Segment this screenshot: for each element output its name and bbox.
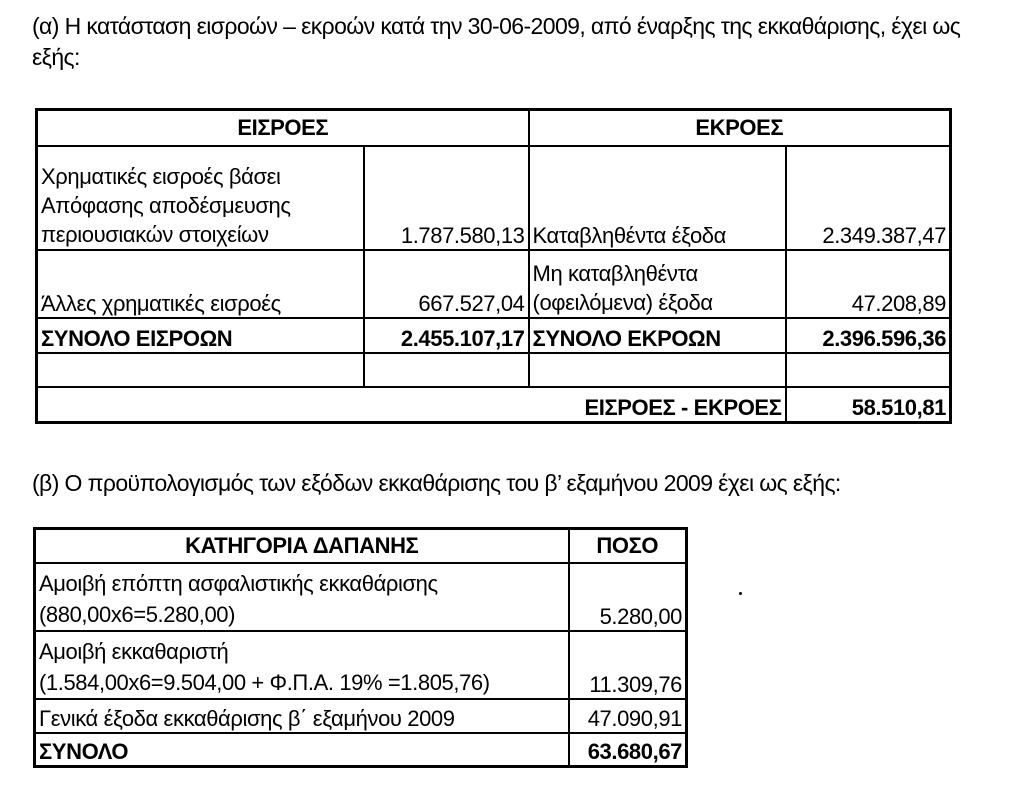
totals-row — [35, 733, 687, 767]
table-row — [35, 699, 687, 733]
inflow-value: 667.527,04 — [364, 250, 529, 318]
expense-label-line: (1.584,00x6=9.504,00 + Φ.Π.Α. 19% =1.805,76) — [39, 669, 490, 695]
expense-amount: 47.090,91 — [569, 699, 687, 733]
net-label: ΕΙΣΡΟΕΣ - ΕΚΡΟΕΣ — [37, 387, 786, 423]
inflow-label: Χρηματικές εισροές βάσει Απόφασης αποδέσμευσης περιουσιακών στοιχείων — [37, 146, 364, 250]
total-inflows-value: 2.455.107,17 — [364, 318, 529, 353]
total-amount: 63.680,67 — [569, 733, 687, 767]
outflow-label: Μη καταβληθέντα (οφειλόμενα) έξοδα — [529, 250, 786, 318]
expense-label — [35, 631, 569, 699]
inflow-label: Άλλες χρηματικές εισροές — [37, 250, 364, 318]
inflows-outflows-table — [35, 108, 952, 424]
net-value: 58.510,81 — [786, 387, 951, 423]
totals-row — [37, 318, 951, 353]
table-row — [37, 250, 951, 318]
inflow-value: 1.787.580,13 — [364, 146, 529, 250]
category-header: ΚΑΤΗΓΟΡΙΑ ΔΑΠΑΝΗΣ — [35, 529, 569, 563]
expense-label-line: Αμοιβή επόπτη ασφαλιστικής εκκαθάρισης — [39, 570, 438, 596]
empty-row — [37, 353, 951, 387]
stray-dot — [739, 592, 742, 595]
expense-label-line: Αμοιβή εκκαθαριστή — [39, 638, 229, 664]
expense-amount: 11.309,76 — [569, 631, 687, 699]
outflow-value: 47.208,89 — [786, 250, 951, 318]
total-outflows-value: 2.396.596,36 — [786, 318, 951, 353]
total-outflows-label: ΣΥΝΟΛΟ ΕΚΡΟΩΝ — [529, 318, 786, 353]
expense-label — [35, 563, 569, 631]
section-b-intro: (β) Ο προϋπολογισμός των εξόδων εκκαθάρισης του β’ εξαμήνου 2009 έχει ως εξής: — [32, 470, 841, 496]
total-inflows-label: ΣΥΝΟΛΟ ΕΙΣΡΟΩΝ — [37, 318, 364, 353]
outflows-header: ΕΚΡΟΕΣ — [529, 110, 951, 146]
expense-label: Γενικά έξοδα εκκαθάρισης β΄ εξαμήνου 2009 — [35, 699, 569, 733]
amount-header: ΠΟΣΟ — [569, 529, 687, 563]
expense-budget-table — [33, 527, 688, 768]
section-a-intro: (α) Η κατάσταση εισροών – εκροών κατά την 30-06-2009, από έναρξης της εκκαθάρισης, έχει ως εξής: — [32, 13, 961, 70]
expense-label-line: (880,00x6=5.280,00) — [39, 601, 236, 627]
expense-amount: 5.280,00 — [569, 563, 687, 631]
outflow-value: 2.349.387,47 — [786, 146, 951, 250]
table-row — [35, 563, 687, 631]
net-row — [37, 387, 951, 423]
table-row — [35, 631, 687, 699]
table-row — [37, 146, 951, 250]
outflow-label: Καταβληθέντα έξοδα — [529, 146, 786, 250]
inflows-header: ΕΙΣΡΟΕΣ — [37, 110, 529, 146]
total-label: ΣΥΝΟΛΟ — [35, 733, 569, 767]
